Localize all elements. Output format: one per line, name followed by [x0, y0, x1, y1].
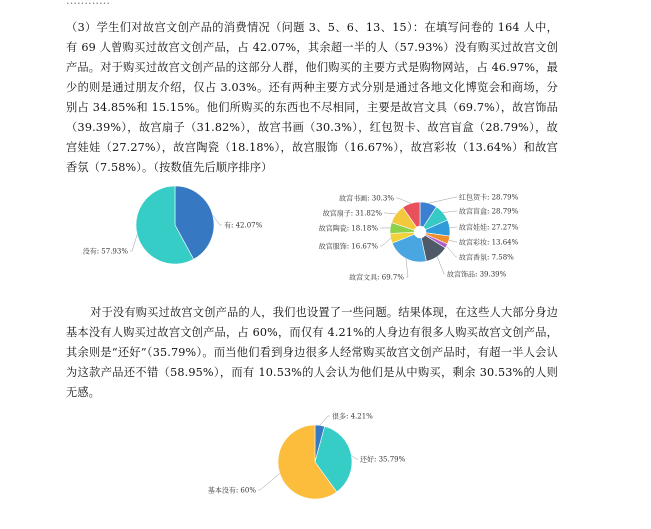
slice-label: 很多: 4.21% [332, 412, 373, 421]
purchase-pie-chart [82, 180, 322, 280]
slice-label: 故宫饰品: 39.39% [447, 270, 507, 279]
slice-label: 没有: 57.93% [82, 247, 128, 256]
leader-line [437, 257, 445, 274]
peer-purchase-pie-chart [186, 406, 436, 516]
leader-line [449, 240, 457, 242]
slice-label: 故宫服饰: 16.67% [318, 242, 378, 251]
slice-label: 故宫彩妆: 13.64% [459, 238, 519, 247]
leader-line [446, 246, 457, 257]
slice-label: 故宫娃娃: 27.27% [459, 223, 519, 232]
product-pie-chart [318, 182, 560, 294]
leader-line [396, 198, 411, 203]
slice-label: 故宫盲盒: 28.79% [459, 207, 519, 216]
slice-label: 还好: 35.79% [360, 455, 406, 464]
slice-label: 红包贺卡: 28.79% [459, 193, 519, 202]
slice-label: 故宫陶瓷: 18.18% [318, 224, 378, 233]
consumption-paragraph: （3）学生们对故宫文创产品的消费情况（问题 3、5、6、13、15）：在填写问卷的 164 人中，有 69 人曾购买过故宫文创产品，占 42.07%，其余超一半的人（57.93%）没有购买过故宫文创产品。对于购买过故宫文创产品的这部分人群，他们购买的主要方式是购物网站，占 46.97%，最少的则是通过朋友介绍，仅占 3.03%。还有两种主要方式分别是通过各地文化博览会和商场，分别占 34.85%和 15.15%。他们所购买的东西也不尽相同，主要是故宫文具（69.7%），故宫饰品（39.39%），故宫扇子（31.82%），故宫书画（30.3%），红包贺卡、故宫盲盒（28.79%），故宫娃娃（27.27%），故宫陶瓷（18.18%），故宫服饰（16.67%），故宫彩妆（13.64%）和故宫香氛（7.58%）。（按数值先后顺序排序） [66, 21, 558, 174]
slice-label: 故宫文具: 69.7% [349, 273, 404, 282]
leader-line [320, 416, 330, 425]
slice-label: 基本没有: 60% [207, 486, 256, 495]
leader-line [130, 235, 137, 251]
leader-line [429, 197, 457, 203]
slice-label: 故宫香氛: 7.58% [459, 253, 514, 262]
leader-line [380, 238, 391, 246]
leader-line [384, 213, 396, 214]
slice-label: 故宫扇子: 31.82% [322, 209, 382, 218]
slice-label: 故宫书画: 30.3% [339, 194, 394, 203]
leader-line [406, 258, 408, 277]
leader-line [450, 227, 457, 228]
leader-line [351, 455, 358, 459]
nonbuyer-paragraph-text: 对于没有购买过故宫文创产品的人，我们也设置了一些问题。结果体现，在这些人大部分身边基本没有人购买过故宫文创产品，占 60%，而仅有 4.21%的人身边有很多人购买故宫文创产品，其余则是“还好”（35.79%）。而当他们看到身边很多人经常购买故宫文创产品时，有超一半人会认为这款产品还不错（58.95%），而有 10.53%的人会认为他们是从中购买，剩余 30.53%的人则无感。 [66, 306, 558, 399]
header-fragment [66, 0, 216, 6]
nonbuyer-paragraph [66, 303, 558, 403]
leader-line [258, 473, 280, 490]
leader-line [443, 211, 457, 213]
slice-label: 有: 42.07% [224, 221, 263, 230]
